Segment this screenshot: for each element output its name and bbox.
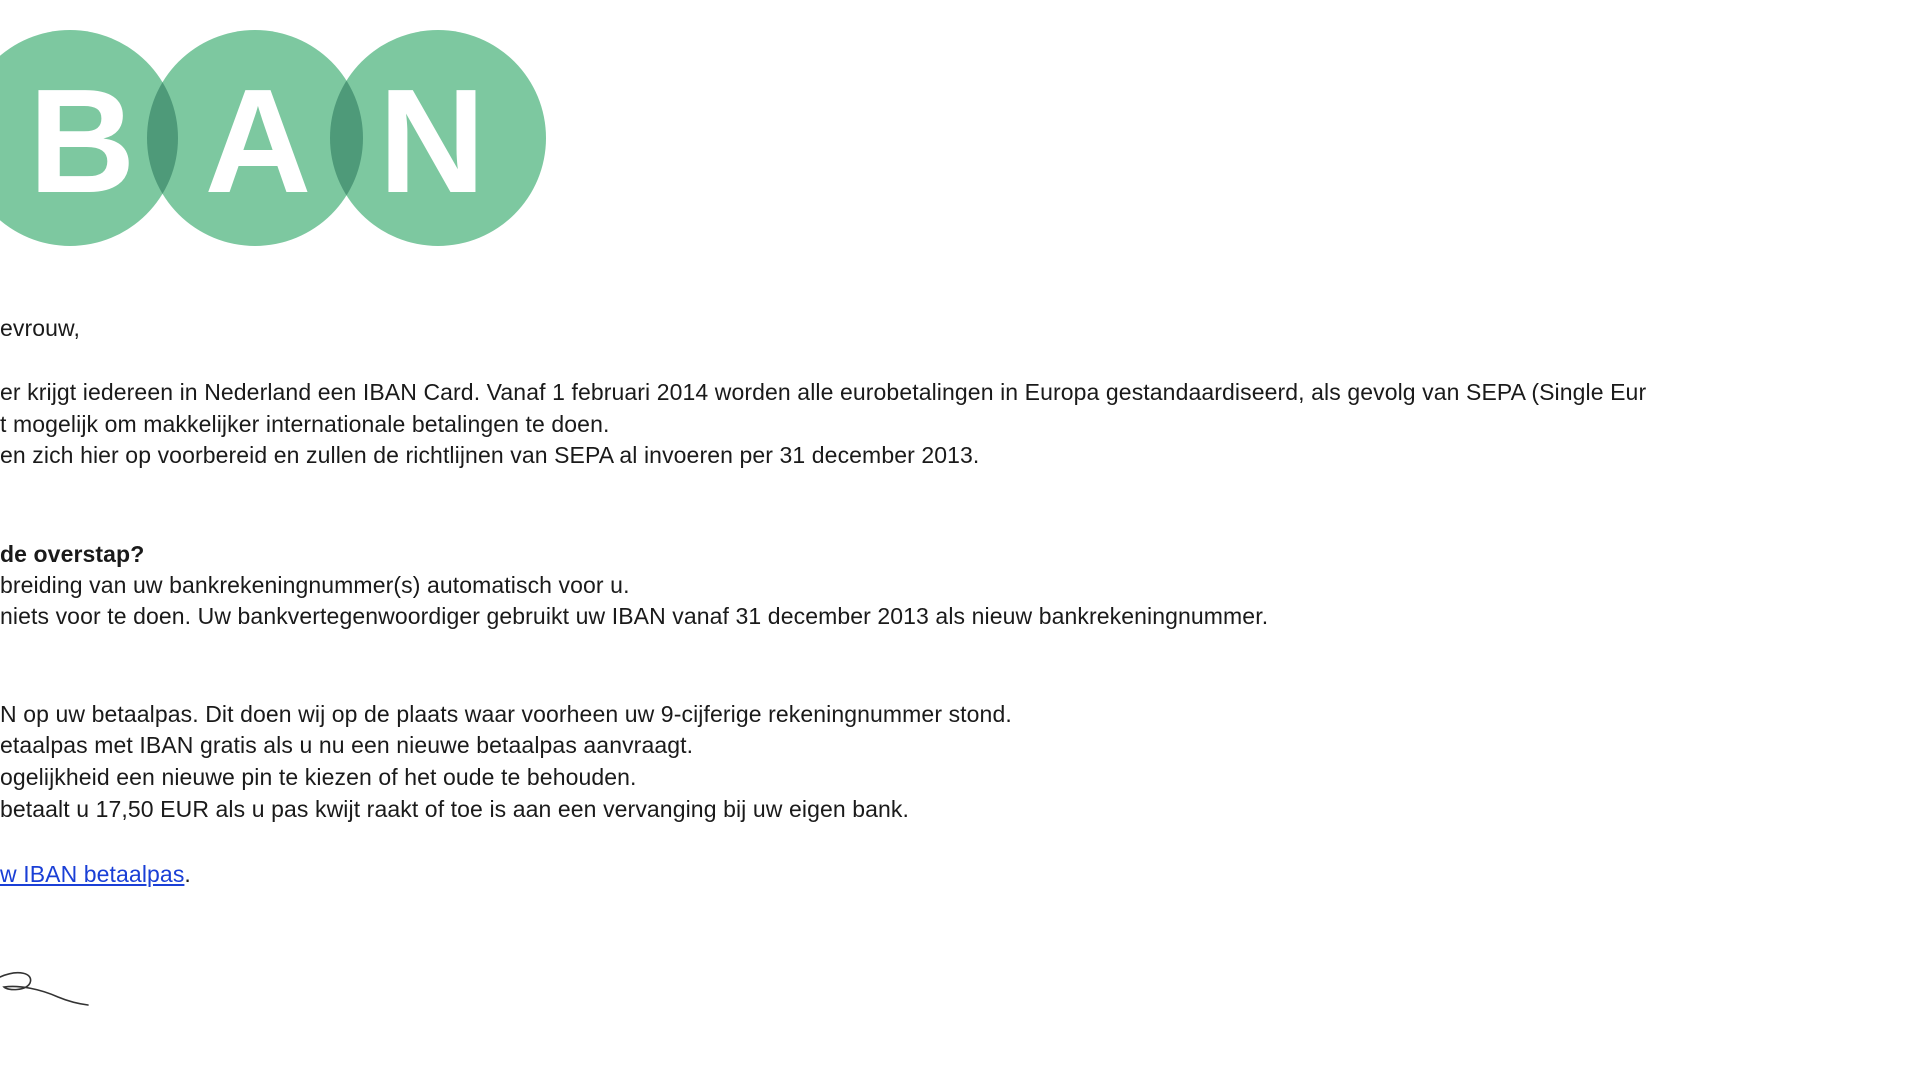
card-line-1: N op uw betaalpas. Dit doen wij op de plaats waar voorheen uw 9-cijferige rekeningnummer stond. — [0, 701, 1012, 727]
card-line-2: etaalpas met IBAN gratis als u nu een nieuwe betaalpas aanvraagt. — [0, 732, 694, 758]
section-line-1: breiding van uw bankrekeningnummer(s) automatisch voor u. — [0, 572, 630, 598]
link-suffix: . — [184, 861, 191, 887]
link-line — [0, 860, 191, 888]
iban-logo — [0, 0, 560, 260]
section-line-2: niets voor te doen. Uw bankvertegenwoordiger gebruikt uw IBAN vanaf 31 december 2013 als nieuw bankrekeningnummer. — [0, 603, 1269, 629]
email-greeting: evrouw, — [0, 315, 80, 341]
intro-line-2: t mogelijk om makkelijker internationale betalingen te doen. — [0, 411, 610, 437]
logo-letter-a: A — [204, 59, 312, 224]
card-line-4: betaalt u 17,50 EUR als u pas kwijt raakt of toe is aan een vervanging bij uw eigen bank. — [0, 796, 909, 822]
section-heading: de overstap? — [0, 541, 145, 567]
intro-line-1: er krijgt iedereen in Nederland een IBAN Card. Vanaf 1 februari 2014 worden alle eurobetalingen in Europa gestandaardiseerd, als gevolg van SEPA (Single Eur — [0, 379, 1647, 405]
card-line-3: ogelijkheid een nieuwe pin te kiezen of het oude te behouden. — [0, 764, 637, 790]
iban-betaalpas-link[interactable]: w IBAN betaalpas — [0, 861, 185, 887]
logo-letter-b: B — [28, 59, 136, 224]
signature-scribble — [0, 955, 100, 1015]
intro-line-3: en zich hier op voorbereid en zullen de richtlijnen van SEPA al invoeren per 31 december 2013. — [0, 442, 980, 468]
logo-letter-n: N — [378, 59, 486, 224]
